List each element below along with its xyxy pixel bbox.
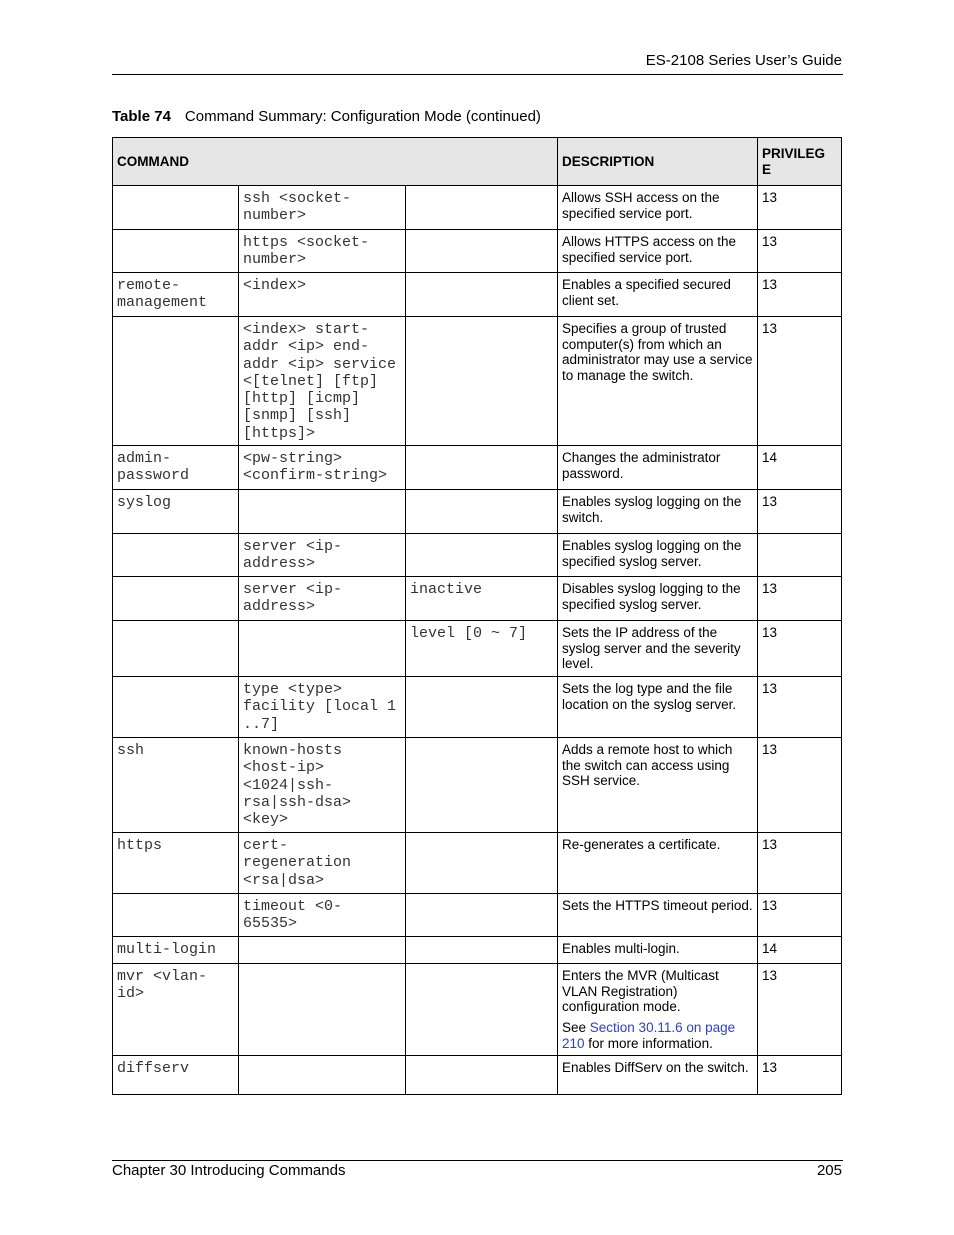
col-header-command: COMMAND (113, 138, 558, 186)
command-cell (113, 186, 239, 230)
option-cell (406, 446, 558, 490)
subcommand-cell (239, 621, 406, 677)
description-cell: Sets the IP address of the syslog server and the severity level. (558, 621, 758, 677)
header-rule (112, 74, 843, 75)
description-cell: Sets the log type and the file location on the syslog server. (558, 677, 758, 738)
table-row (113, 490, 842, 534)
description-cell: Enables syslog logging on the specified syslog server. (558, 534, 758, 577)
table-row (113, 937, 842, 964)
option-cell (406, 937, 558, 964)
option-cell (406, 230, 558, 273)
privilege-cell: 13 (758, 894, 842, 937)
table-row (113, 738, 842, 833)
table-row (113, 677, 842, 738)
subcommand-cell: <index> (239, 273, 406, 317)
table-row (113, 186, 842, 230)
subcommand-cell: type <type> facility [local 1 ..7] (239, 677, 406, 738)
privilege-cell (758, 534, 842, 577)
description-cell: Specifies a group of trusted computer(s) from which an administrator may use a service to manage the switch. (558, 317, 758, 446)
col-header-description: DESCRIPTION (558, 138, 758, 186)
subcommand-cell (239, 1056, 406, 1095)
subcommand-cell: <index> start- addr <ip> end- addr <ip> service <[telnet] [ftp] [http] [icmp] [snmp] [ssh] [https]> (239, 317, 406, 446)
table-header-row (113, 138, 842, 186)
subcommand-cell (239, 964, 406, 1056)
table-row (113, 534, 842, 577)
command-cell: syslog (113, 490, 239, 534)
option-cell (406, 534, 558, 577)
privilege-cell: 13 (758, 964, 842, 1056)
table-caption-label: Table 74 (112, 108, 171, 125)
privilege-cell: 13 (758, 230, 842, 273)
command-cell (113, 534, 239, 577)
command-cell: ssh (113, 738, 239, 833)
table-row (113, 446, 842, 490)
option-cell: level [0 ~ 7] (406, 621, 558, 677)
description-cell: Enables a specified secured client set. (558, 273, 758, 317)
option-cell (406, 833, 558, 894)
privilege-cell: 13 (758, 577, 842, 621)
description-cell (558, 964, 758, 1056)
privilege-cell: 14 (758, 446, 842, 490)
description-note (562, 1020, 753, 1051)
section-cross-reference-link[interactable]: Section 30.11.6 on page 210 (562, 1020, 736, 1051)
subcommand-cell (239, 937, 406, 964)
command-cell (113, 317, 239, 446)
option-cell (406, 317, 558, 446)
footer-rule (112, 1160, 843, 1161)
command-summary-table (112, 137, 842, 1095)
option-cell (406, 490, 558, 534)
subcommand-cell: known-hosts <host-ip> <1024|ssh- rsa|ssh-dsa> <key> (239, 738, 406, 833)
privilege-cell: 13 (758, 273, 842, 317)
table-row (113, 577, 842, 621)
privilege-cell: 13 (758, 677, 842, 738)
subcommand-cell: https <socket- number> (239, 230, 406, 273)
privilege-cell: 13 (758, 186, 842, 230)
subcommand-cell: server <ip- address> (239, 577, 406, 621)
footer-chapter: Chapter 30 Introducing Commands (112, 1162, 346, 1179)
description-cell: Allows HTTPS access on the specified service port. (558, 230, 758, 273)
subcommand-cell (239, 490, 406, 534)
description-cell: Re-generates a certificate. (558, 833, 758, 894)
option-cell (406, 1056, 558, 1095)
table-row (113, 317, 842, 446)
note-prefix: See (562, 1020, 590, 1036)
command-cell (113, 894, 239, 937)
subcommand-cell: ssh <socket- number> (239, 186, 406, 230)
option-cell (406, 894, 558, 937)
footer-page-number: 205 (816, 1162, 842, 1179)
command-cell: remote- management (113, 273, 239, 317)
description-cell: Enables DiffServ on the switch. (558, 1056, 758, 1095)
description-text: Enters the MVR (Multicast VLAN Registration) configuration mode. (562, 968, 719, 1015)
privilege-cell: 13 (758, 490, 842, 534)
description-cell: Enables multi-login. (558, 937, 758, 964)
option-cell (406, 273, 558, 317)
table-body (113, 186, 842, 1095)
subcommand-cell: <pw-string> <confirm-string> (239, 446, 406, 490)
description-cell: Disables syslog logging to the specified syslog server. (558, 577, 758, 621)
subcommand-cell: timeout <0- 65535> (239, 894, 406, 937)
command-cell (113, 230, 239, 273)
subcommand-cell: cert- regeneration <rsa|dsa> (239, 833, 406, 894)
command-cell (113, 621, 239, 677)
option-cell (406, 964, 558, 1056)
privilege-cell: 13 (758, 1056, 842, 1095)
option-cell (406, 186, 558, 230)
table-row (113, 833, 842, 894)
table-row (113, 273, 842, 317)
command-cell (113, 677, 239, 738)
description-cell: Adds a remote host to which the switch can access using SSH service. (558, 738, 758, 833)
description-cell: Allows SSH access on the specified service port. (558, 186, 758, 230)
table-caption (112, 108, 541, 125)
description-cell: Changes the administrator password. (558, 446, 758, 490)
privilege-cell: 13 (758, 833, 842, 894)
command-cell (113, 577, 239, 621)
command-cell: diffserv (113, 1056, 239, 1095)
command-cell: mvr <vlan- id> (113, 964, 239, 1056)
privilege-cell: 13 (758, 621, 842, 677)
option-cell (406, 677, 558, 738)
description-cell: Sets the HTTPS timeout period. (558, 894, 758, 937)
command-cell: admin- password (113, 446, 239, 490)
option-cell: inactive (406, 577, 558, 621)
option-cell (406, 738, 558, 833)
subcommand-cell: server <ip- address> (239, 534, 406, 577)
table-caption-text: Command Summary: Configuration Mode (continued) (184, 108, 541, 125)
command-cell: https (113, 833, 239, 894)
privilege-cell: 14 (758, 937, 842, 964)
table-row (113, 894, 842, 937)
command-cell: multi-login (113, 937, 239, 964)
description-cell: Enables syslog logging on the switch. (558, 490, 758, 534)
running-header-title: ES-2108 Series User’s Guide (645, 52, 842, 69)
col-header-privilege: PRIVILEG E (758, 138, 842, 186)
table-row (113, 1056, 842, 1095)
table-row (113, 621, 842, 677)
note-suffix: for more information. (584, 1035, 713, 1051)
privilege-cell: 13 (758, 317, 842, 446)
table-row (113, 964, 842, 1056)
privilege-cell: 13 (758, 738, 842, 833)
table-row (113, 230, 842, 273)
